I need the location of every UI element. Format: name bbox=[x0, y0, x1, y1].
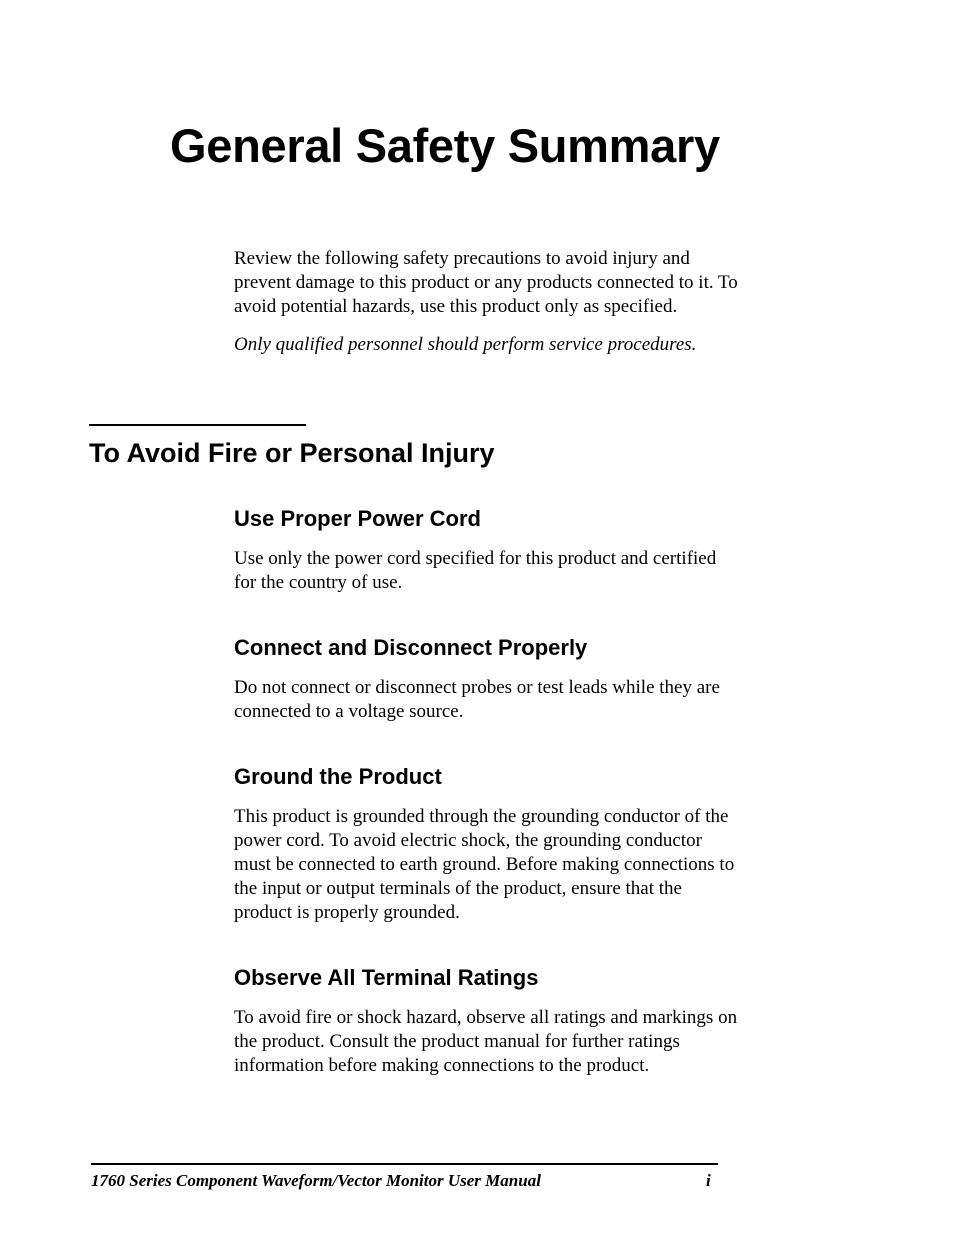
subsection-power-cord bbox=[234, 505, 740, 595]
subsection-ground-product bbox=[234, 763, 740, 925]
subsection-body: Do not connect or disconnect probes or test leads while they are connected to a voltage source. bbox=[234, 677, 720, 722]
footer-page-number: i bbox=[706, 1171, 711, 1190]
subsection-heading: Use Proper Power Cord bbox=[234, 506, 481, 531]
section-heading: To Avoid Fire or Personal Injury bbox=[89, 438, 495, 468]
section-divider bbox=[89, 424, 306, 426]
intro-block bbox=[234, 247, 740, 357]
subsection-body: To avoid fire or shock hazard, observe all ratings and markings on the product. Consult the product manual for further ratings information before making connections to the product. bbox=[234, 1007, 738, 1076]
subsection-heading: Observe All Terminal Ratings bbox=[234, 965, 539, 990]
subsection-terminal-ratings bbox=[234, 964, 740, 1078]
subsection-body: This product is grounded through the grounding conductor of the power cord. To avoid electric shock, the grounding conductor must be connected to earth ground. Before making connections to the input or output terminals of the product, ensure that the product is properly grounded. bbox=[234, 806, 735, 923]
subsection-connect-disconnect bbox=[234, 634, 740, 724]
subsection-body: Use only the power cord specified for this product and certified for the country of use. bbox=[234, 548, 717, 593]
page-title: General Safety Summary bbox=[170, 119, 720, 172]
service-note: Only qualified personnel should perform service procedures. bbox=[234, 334, 697, 355]
footer-manual-title: 1760 Series Component Waveform/Vector Monitor User Manual bbox=[91, 1171, 541, 1190]
footer-divider bbox=[91, 1163, 718, 1165]
subsection-heading: Ground the Product bbox=[234, 764, 442, 789]
intro-paragraph: Review the following safety precautions to avoid injury and prevent damage to this product or any products connected to it. To avoid potential hazards, use this product only as specified. bbox=[234, 248, 738, 317]
subsection-heading: Connect and Disconnect Properly bbox=[234, 635, 588, 660]
